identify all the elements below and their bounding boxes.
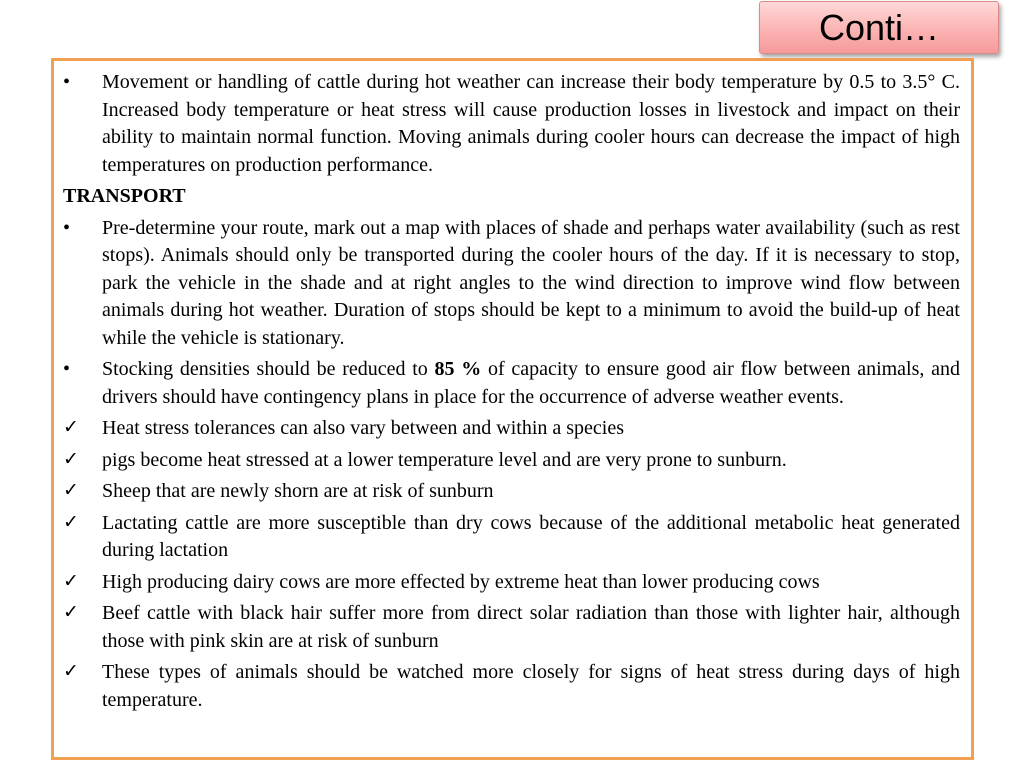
check-item — [63, 659, 960, 714]
checkmark-icon: ✓ — [63, 569, 79, 592]
checkmark-icon: ✓ — [63, 601, 79, 623]
check-item — [63, 447, 960, 475]
slide-title: Conti… — [818, 6, 940, 48]
bullet-marker-icon: • — [63, 216, 71, 239]
slide-title-box — [759, 1, 999, 54]
section-heading-transport: TRANSPORT — [63, 185, 186, 207]
check-text: Heat stress tolerances can also vary between and within a species — [102, 417, 625, 439]
checkmark-icon: ✓ — [63, 447, 79, 470]
bullet-text-bold: 85 % — [434, 358, 482, 380]
check-item — [63, 569, 960, 597]
bullet-item-stocking — [63, 356, 960, 411]
content-box — [51, 58, 974, 760]
check-text: These types of animals should be watched more closely for signs of heat stress during days of high temperature. — [102, 661, 960, 711]
checkmark-icon: ✓ — [63, 416, 79, 438]
checkmark-icon: ✓ — [63, 479, 79, 501]
bullet-text: Movement or handling of cattle during hot weather can increase their body temperature by 0.5 to 3.5° C. Increased body temperature or heat stress will cause production losses in livestock and impact on their ability to maintain normal function. Moving animals during cooler hours can decrease the impact of high temperatures on production performance. — [102, 71, 960, 176]
bullet-item-handling — [63, 69, 960, 179]
checkmark-icon: ✓ — [63, 510, 79, 533]
check-text: Sheep that are newly shorn are at risk of sunburn — [102, 480, 494, 502]
bullet-item-route — [63, 215, 960, 353]
check-text: Beef cattle with black hair suffer more from direct solar radiation than those with lighter hair, although those with pink skin are at risk of sunburn — [102, 602, 960, 652]
check-text: pigs become heat stressed at a lower temperature level and are very prone to sunburn. — [102, 448, 787, 471]
bullet-marker-icon: • — [63, 358, 71, 380]
bullet-text: Pre-determine your route, mark out a map with places of shade and perhaps water availability (such as rest stops). Animals should only be transported during the cooler hours of the day. If it is necessary to stop, park the vehicle in the shade and at right angles to the wind direction to improve wind flow between animals during hot weather. Duration of stops should be kept to a minimum to avoid the build-up of heat while the vehicle is stationary. — [102, 216, 960, 349]
check-item — [63, 415, 960, 443]
bullet-text-before: Stocking densities should be reduced to — [102, 358, 435, 380]
checkmark-icon: ✓ — [63, 660, 79, 682]
check-text: High producing dairy cows are more effected by extreme heat than lower producing cows — [102, 570, 820, 593]
check-item — [63, 510, 960, 565]
bullet-text-after: of capacity to ensure good air flow between animals, and drivers should have contingency plans in place for the occurrence of adverse weather events. — [102, 358, 960, 408]
check-text: Lactating cattle are more susceptible than dry cows because of the additional metabolic heat generated during lactation — [102, 511, 960, 561]
check-item — [63, 600, 960, 655]
bullet-marker-icon: • — [63, 71, 71, 93]
check-item — [63, 478, 960, 506]
